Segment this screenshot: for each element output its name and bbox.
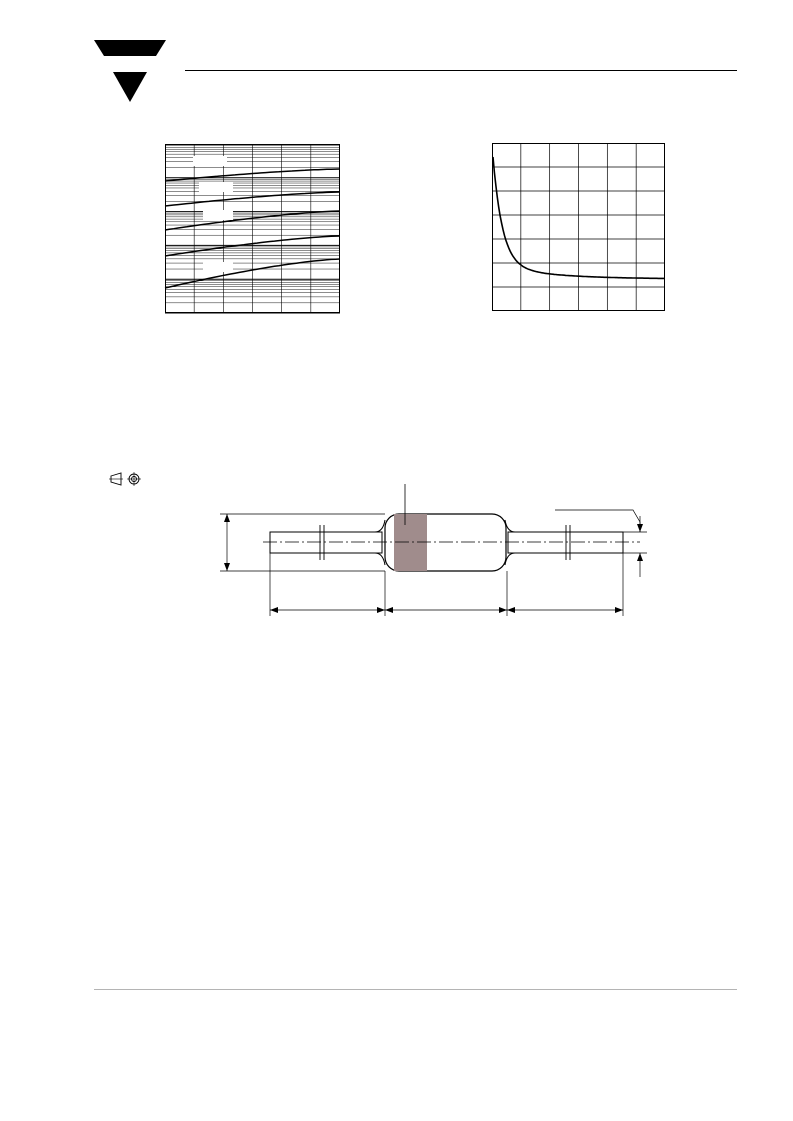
curve-label-area-4 [203,262,233,272]
cathode-band [394,514,427,571]
chart-right-plot [492,143,665,311]
company-logo [94,40,166,104]
chart-left-plot [165,144,340,313]
chart-right [492,143,665,311]
footer-rule [94,989,737,990]
chart-left [165,144,340,313]
curve-label-area-3 [203,210,233,220]
curve-label-area-2 [199,182,233,192]
diode-package-outline [215,480,655,620]
projection-symbol [109,471,145,487]
package-drawing [215,480,655,620]
curve-label-area-1 [193,156,227,166]
first-angle-projection-icon [109,471,145,487]
vishay-triangle-logo-icon [94,40,166,104]
header-rule [185,70,737,71]
